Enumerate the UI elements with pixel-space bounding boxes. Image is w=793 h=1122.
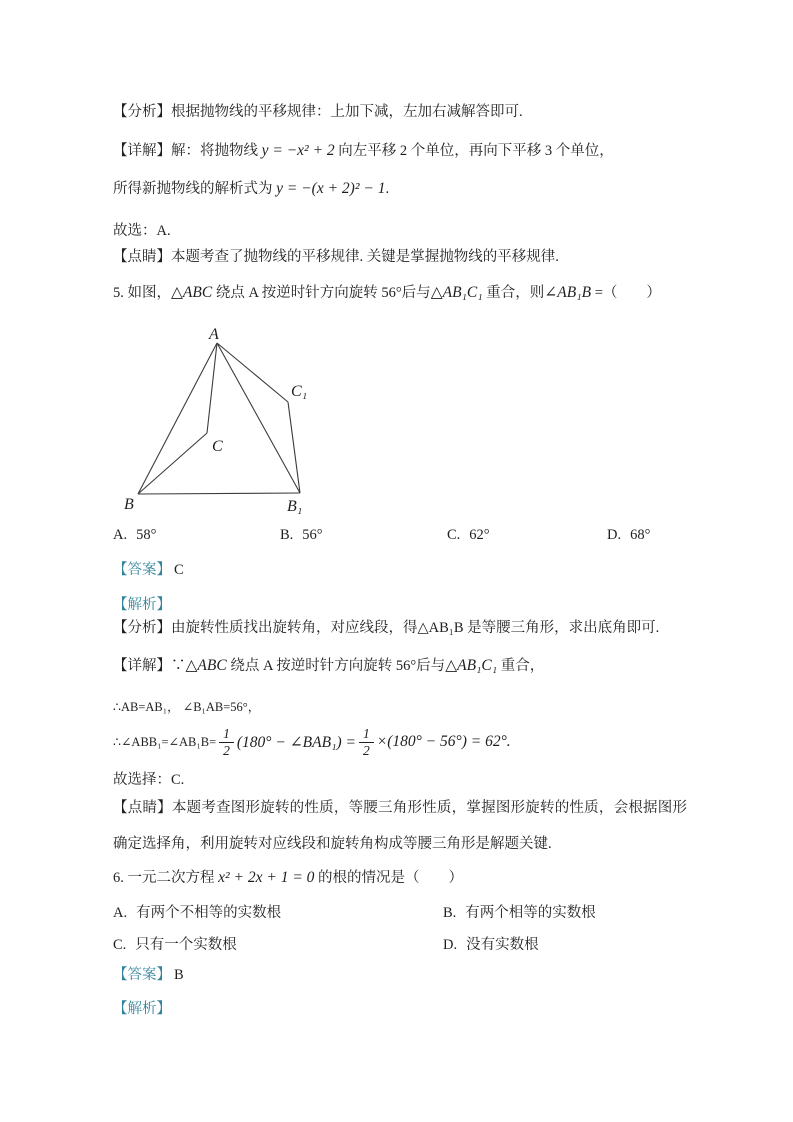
answer-value: B [174,967,184,983]
q5-rotation-triangle-figure [115,325,325,525]
q5-stem: 5. 如图，△ABC 绕点 A 按逆时针方向旋转 56°后与△AB₁C₁ 重合，则∠AB₁B =（ ） [113,284,661,301]
q6-choice-d: D. 没有实数根 [443,937,539,953]
q5-analysis-tag [113,593,693,614]
answer-tag: 【答案】 [113,562,171,578]
analysis-tag: 【解析】 [113,597,171,613]
q6-choice-c: C. 只有一个实数根 [113,937,237,953]
edge-A-B [138,343,217,494]
analysis-tag: 【解析】 [113,1001,171,1017]
answer-tag: 【答案】 [113,967,171,983]
prev-solution-note: 【点睛】本题考查了抛物线的平移规律. 关键是掌握抛物线的平移规律. [113,249,559,265]
prev-solution-detail-cont: 所得新抛物线的解析式为 y = −(x + 2)² − 1. [113,180,390,197]
vertex-label-A: A [209,326,219,343]
q5-detail-cont: ∴AB=AB₁， ∠B₁AB=56°， [113,700,261,714]
fraction-one-half: $\frac{1}{2}$ [359,726,374,758]
q6-choice-a: A. 有两个不相等的实数根 [113,905,282,921]
vertex-label-B1: B₁ [287,498,303,515]
q6-stem: 6. 一元二次方程 x² + 2x + 1 = 0 的根的情况是（ ） [113,869,464,886]
q6-choice-b: B. 有两个相等的实数根 [443,905,596,921]
vertex-label-C1: C₁ [291,383,308,400]
q5-conclusion: 故选择：C. [113,772,185,788]
q5-detail: 【详解】∵△ABC 绕点 A 按逆时针方向旋转 56°后与△AB₁C₁ 重合， [113,657,545,674]
q6-analysis-tag [113,997,693,1018]
q5-analysis: 【分析】由旋转性质找出旋转角，对应线段，得△AB₁B 是等腰三角形，求出底角即可. [113,620,660,636]
q6-answer-line [113,963,693,984]
edge-A-C [207,343,217,433]
edge-A-B1 [217,343,300,493]
prev-solution-conclusion: 故选：A. [113,223,171,239]
fraction-one-half: $\frac{1}{2}$ [219,726,234,758]
q5-detail-formula [113,721,693,763]
prev-solution-analysis: 【分析】根据抛物线的平移规律：上加下减，左加右减解答即可. [113,104,523,120]
edge-B-C [138,433,207,494]
formula-tail: ×(180° − 56°) = 62°. [376,733,511,750]
formula-lead: ∴∠ABB₁=∠AB₁B= [113,735,217,749]
edge-C1-B1 [288,402,300,493]
q5-choice-d: D. 68° [607,527,651,543]
q5-choice-b: B. 56° [280,527,323,543]
edge-A-C1 [217,343,288,402]
formula-mid: (180° − ∠BAB₁) = [236,733,356,751]
answer-value: C [174,562,184,578]
vertex-label-B: B [124,496,134,513]
q5-note: 【点睛】本题考查图形旋转的性质，等腰三角形性质，掌握图形旋转的性质，会根据图形确定选择角，利用旋转对应线段和旋转角构成等腰三角形是解题关键. [113,800,687,852]
edge-B-B1 [138,493,300,494]
q5-choice-a: A. 58° [113,527,157,543]
q5-choice-c: C. 62° [447,527,490,543]
vertex-label-C: C [212,438,223,455]
prev-solution-detail: 【详解】解：将抛物线 y = −x² + 2 向左平移 2 个单位，再向下平移 3 个单位， [113,142,614,159]
q5-answer-line [113,558,693,579]
